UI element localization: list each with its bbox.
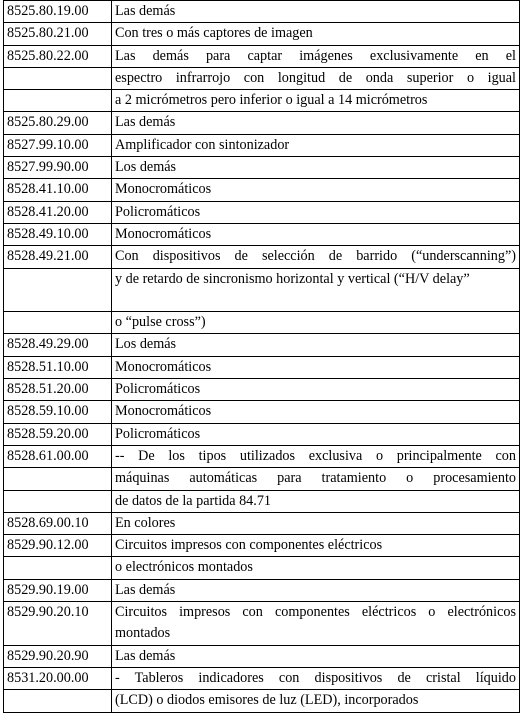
table-row [4,1,520,23]
tariff-code: 8528.49.29.00 [4,334,112,356]
table-row [4,356,520,378]
tariff-description: o electrónicos montados [112,557,520,579]
tariff-description: -- De los tipos utilizados exclusiva o principalmente con [112,445,520,467]
table-row [4,201,520,223]
table-row [4,223,520,245]
table-row [4,179,520,201]
tariff-description: Con tres o más captores de imagen [112,23,520,45]
table-row [4,134,520,156]
tariff-description: Los demás [112,334,520,356]
tariff-code [4,468,112,490]
tariff-code [4,490,112,512]
table-row [4,23,520,45]
table-row [4,490,520,512]
tariff-description: En colores [112,512,520,534]
tariff-description: de datos de la partida 84.71 [112,490,520,512]
table-row [4,690,520,712]
table-row [4,312,520,334]
table-row [4,579,520,601]
tariff-description: Las demás [112,112,520,134]
table-row [4,512,520,534]
tariff-description: Con dispositivos de selección de barrido (“underscanning”) [112,246,520,268]
tariff-description: Monocromáticos [112,356,520,378]
tariff-code: 8528.51.20.00 [4,379,112,401]
tariff-description: Las demás [112,1,520,23]
tariff-description: Monocromáticos [112,223,520,245]
table-row [4,112,520,134]
tariff-code: 8529.90.20.90 [4,645,112,667]
tariff-code [4,268,112,312]
tariff-description: Policromáticos [112,423,520,445]
tariff-description: y de retardo de sincronismo horizontal y vertical (“H/V delay” [112,268,520,312]
table-row [4,423,520,445]
tariff-description: Las demás [112,645,520,667]
tariff-code: 8528.41.20.00 [4,201,112,223]
tariff-description: a 2 micrómetros pero inferior o igual a 14 micrómetros [112,90,520,112]
tariff-code: 8525.80.22.00 [4,45,112,67]
tariff-description: (LCD) o diodos emisores de luz (LED), incorporados [112,690,520,712]
tariff-code: 8528.69.00.10 [4,512,112,534]
tariff-code: 8525.80.19.00 [4,1,112,23]
tariff-table [3,0,520,713]
tariff-description: Policromáticos [112,379,520,401]
tariff-code: 8528.59.20.00 [4,423,112,445]
tariff-description: máquinas automáticas para tratamiento o procesamiento [112,468,520,490]
tariff-description: Circuitos impresos con componentes eléctricos [112,535,520,557]
tariff-description: Amplificador con sintonizador [112,134,520,156]
tariff-code: 8528.61.00.00 [4,445,112,467]
table-row [4,268,520,312]
tariff-description: Las demás para captar imágenes exclusivamente en el [112,45,520,67]
tariff-description: Las demás [112,579,520,601]
tariff-code: 8527.99.10.00 [4,134,112,156]
table-row [4,468,520,490]
tariff-code: 8528.51.10.00 [4,356,112,378]
tariff-description: espectro infrarrojo con longitud de onda superior o igual [112,67,520,89]
table-row [4,445,520,467]
tariff-description: - Tableros indicadores con dispositivos de cristal líquido [112,667,520,689]
tariff-code: 8525.80.21.00 [4,23,112,45]
tariff-code: 8527.99.90.00 [4,157,112,179]
table-row [4,535,520,557]
tariff-code [4,90,112,112]
tariff-code: 8529.90.20.10 [4,602,112,646]
table-row [4,602,520,646]
table-row [4,67,520,89]
tariff-description: o “pulse cross”) [112,312,520,334]
table-row [4,45,520,67]
tariff-code: 8525.80.29.00 [4,112,112,134]
tariff-code [4,67,112,89]
tariff-code [4,312,112,334]
tariff-code: 8528.41.10.00 [4,179,112,201]
table-row [4,379,520,401]
table-row [4,667,520,689]
table-row [4,645,520,667]
tariff-description: Monocromáticos [112,179,520,201]
tariff-code [4,557,112,579]
tariff-code: 8528.49.10.00 [4,223,112,245]
tariff-description: Circuitos impresos con componentes eléctricos o electrónicos montados [112,602,520,646]
tariff-code: 8529.90.19.00 [4,579,112,601]
table-row [4,401,520,423]
tariff-description: Los demás [112,157,520,179]
tariff-code [4,690,112,712]
tariff-code: 8529.90.12.00 [4,535,112,557]
table-row [4,90,520,112]
tariff-code: 8528.59.10.00 [4,401,112,423]
tariff-code: 8531.20.00.00 [4,667,112,689]
table-row [4,246,520,268]
table-row [4,334,520,356]
table-row [4,157,520,179]
tariff-description: Policromáticos [112,201,520,223]
table-row [4,557,520,579]
tariff-description: Monocromáticos [112,401,520,423]
tariff-code: 8528.49.21.00 [4,246,112,268]
